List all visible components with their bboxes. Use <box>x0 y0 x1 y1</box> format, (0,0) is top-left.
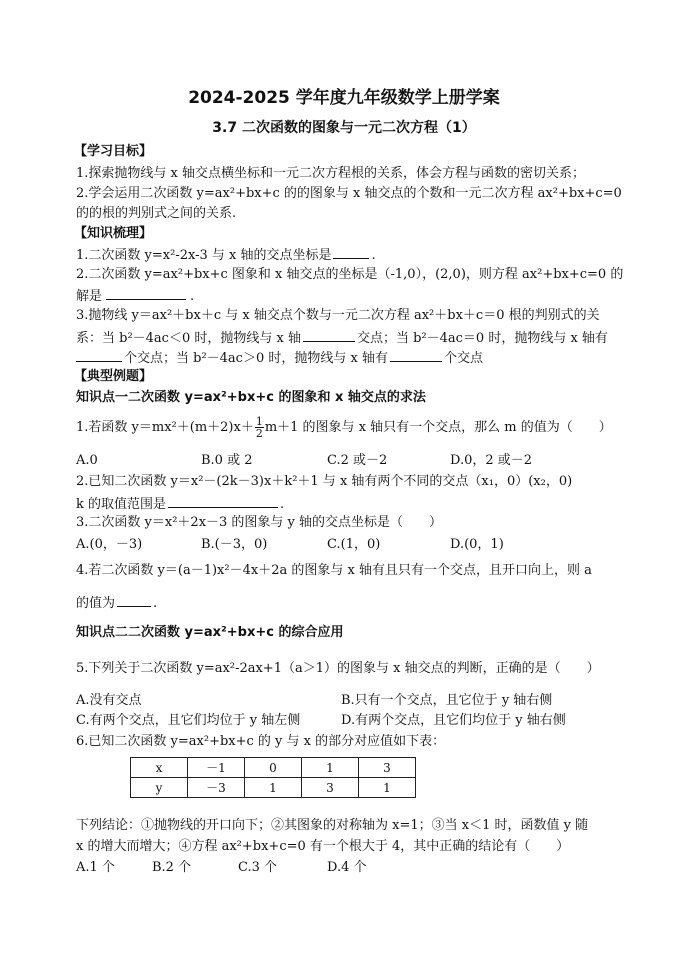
example-3: 3.二次函数 y＝x²＋2x－3 的图象与 y 轴的交点坐标是（ ） <box>76 515 443 530</box>
review-q1-end: . <box>371 248 376 263</box>
review-q3-part-c: 个交点；当 b²－4ac＞0 时，抛物线与 x 轴有 <box>124 351 388 366</box>
review-q3-part-b: 交点；当 b²－4ac＝0 时，抛物线与 x 轴有 <box>356 331 608 346</box>
example-1-option-b[interactable]: B.0 或 2 <box>201 453 253 468</box>
example-3-option-a[interactable]: A.(0，－3) <box>76 537 143 552</box>
goal-2: 2.学会运用二次函数 y=ax²+bx+c 的的图象与 x 轴交点的个数和一元二次方程 ax²+bx+c=0 <box>76 186 622 201</box>
goal-2-cont: 的的根的判别式之间的关系. <box>76 206 237 221</box>
fraction-numerator: 1 <box>255 415 263 428</box>
answer-blank[interactable] <box>106 287 186 300</box>
example-6-option-b[interactable]: B.2 个 <box>152 860 192 875</box>
table-cell: 1 <box>302 758 359 778</box>
table-cell: 1 <box>245 778 302 798</box>
review-q1 <box>76 246 376 264</box>
example-1-option-c[interactable]: C.2 或－2 <box>327 453 388 468</box>
review-q2-label: 解是 <box>76 289 103 304</box>
example-3-option-c[interactable]: C.(1，0) <box>327 537 381 552</box>
answer-blank[interactable] <box>390 349 442 362</box>
lesson-subtitle: 3.7 二次函数的图象与一元二次方程（1） <box>212 120 476 136</box>
example-2-cont <box>76 495 284 513</box>
example-6-option-a[interactable]: A.1 个 <box>76 860 115 875</box>
review-q3-part-a: 系：当 b²－4ac＜0 时，抛物线与 x 轴 <box>76 331 301 346</box>
fraction-denominator: 2 <box>255 427 263 440</box>
answer-blank[interactable] <box>168 495 278 508</box>
review-q1-text: 1.二次函数 y=x²-2x-3 与 x 轴的交点坐标是 <box>76 248 332 263</box>
answer-blank[interactable] <box>303 329 355 342</box>
example-3-option-b[interactable]: B.(－3，0) <box>201 537 268 552</box>
goals-heading: 【学习目标】 <box>74 144 153 159</box>
table-row <box>131 778 416 798</box>
example-1-option-a[interactable]: A.0 <box>76 453 98 468</box>
example-6-conclusions: 下列结论：①抛物线的开口向下；②其图象的对称轴为 x=1；③当 x＜1 时，函数值 y 随 <box>76 818 589 833</box>
answer-blank[interactable] <box>117 594 151 607</box>
example-4-end: . <box>153 596 158 611</box>
example-2-label: k 的取值范围是 <box>76 497 167 512</box>
review-q3-line2 <box>76 329 608 347</box>
review-q3: 3.抛物线 y＝ax²＋bx＋c 与 x 轴交点个数与一元二次方程 ax²＋bx＋c＝0 根的判别式的关 <box>76 308 600 323</box>
example-2: 2.已知二次函数 y＝x²－(2k－3)x＋k²＋1 与 x 轴有两个不同的交点（x₁，0）(x₂，0) <box>76 474 573 489</box>
table-cell: －3 <box>188 778 245 798</box>
table-cell: －1 <box>188 758 245 778</box>
example-1-part-b: m＋1 的图象与 x 轴只有一个交点，那么 m 的值为（ ） <box>264 420 612 435</box>
example-2-end: . <box>280 497 285 512</box>
example-1-part-a: 1.若函数 y＝mx²＋(m＋2)x＋ <box>76 420 254 435</box>
example-1 <box>76 416 612 440</box>
review-heading: 【知识梳理】 <box>74 226 153 241</box>
example-3-option-d[interactable]: D.(0，1) <box>450 537 504 552</box>
table-cell: y <box>131 778 188 798</box>
example-4-label: 的值为 <box>76 596 116 611</box>
example-5-option-c[interactable]: C.有两个交点，且它们均位于 y 轴左侧 <box>76 713 301 728</box>
example-5: 5.下列关于二次函数 y=ax²-2ax+1（a＞1）的图象与 x 轴交点的判断，正确的是（ ） <box>76 661 600 676</box>
example-5-option-b[interactable]: B.只有一个交点，且它位于 y 轴右侧 <box>341 693 553 708</box>
table-cell: x <box>131 758 188 778</box>
knowledge-point-1: 知识点一二次函数 y=ax²+bx+c 的图象和 x 轴交点的求法 <box>76 390 426 405</box>
answer-blank[interactable] <box>76 349 122 362</box>
value-table <box>130 757 416 798</box>
examples-heading: 【典型例题】 <box>74 369 153 384</box>
goal-1: 1.探索抛物线与 x 轴交点横坐标和一元二次方程根的关系，体会方程与函数的密切关系； <box>76 166 586 181</box>
review-q2-end: . <box>190 289 195 304</box>
review-q3-line3 <box>76 349 483 367</box>
table-cell: 1 <box>359 778 416 798</box>
review-q2: 2.二次函数 y=ax²+bx+c 图象和 x 轴交点的坐标是（-1,0），(2,0)，则方程 ax²+bx+c=0 的 <box>76 267 624 282</box>
example-6-conclusions-cont: x 的增大而增大；④方程 ax²+bx+c=0 有一个根大于 4，其中正确的结论有（ ） <box>76 839 570 854</box>
knowledge-point-2: 知识点二二次函数 y=ax²+bx+c 的综合应用 <box>76 625 344 640</box>
example-6: 6.已知二次函数 y=ax²+bx+c 的 y 与 x 的部分对应值如下表： <box>76 734 446 749</box>
fraction-half <box>255 416 264 439</box>
table-cell: 3 <box>302 778 359 798</box>
example-1-option-d[interactable]: D.0，2 或－2 <box>450 453 533 468</box>
example-4: 4.若二次函数 y＝(a－1)x²－4x＋2a 的图象与 x 轴有且只有一个交点，且开口向上，则 a <box>76 563 592 578</box>
review-q2-cont <box>76 287 194 305</box>
table-cell: 3 <box>359 758 416 778</box>
example-5-option-d[interactable]: D.有两个交点，且它们均位于 y 轴右侧 <box>341 713 566 728</box>
page-title: 2024-2025 学年度九年级数学上册学案 <box>188 88 500 108</box>
example-4-cont <box>76 594 157 612</box>
example-5-option-a[interactable]: A.没有交点 <box>76 693 142 708</box>
review-q3-part-d: 个交点 <box>443 351 483 366</box>
example-6-option-d[interactable]: D.4 个 <box>327 860 367 875</box>
example-6-option-c[interactable]: C.3 个 <box>238 860 278 875</box>
answer-blank[interactable] <box>333 246 369 259</box>
table-row <box>131 758 416 778</box>
table-cell: 0 <box>245 758 302 778</box>
